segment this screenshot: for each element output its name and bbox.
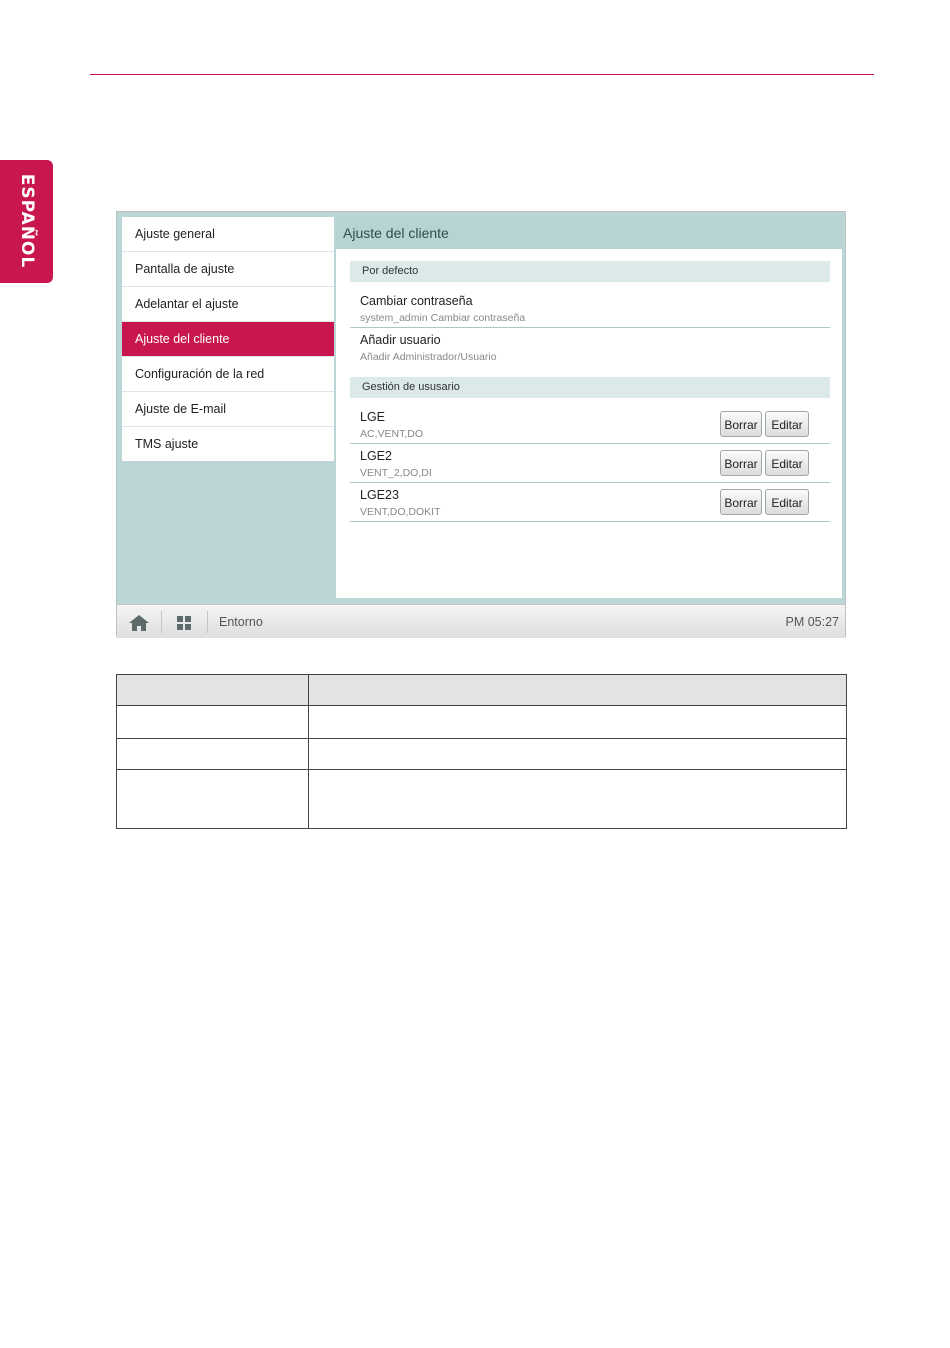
breadcrumb[interactable]: Entorno <box>219 615 263 629</box>
row-title: Añadir usuario <box>360 333 441 347</box>
divider <box>207 611 208 633</box>
edit-button[interactable]: Editar <box>765 489 809 515</box>
edit-button[interactable]: Editar <box>765 411 809 437</box>
user-name: LGE <box>360 410 386 424</box>
main-panel <box>336 217 842 598</box>
sidebar-item-ajuste-general[interactable]: Ajuste general <box>122 217 334 252</box>
table-header-cell <box>309 675 847 706</box>
edit-button[interactable]: Editar <box>765 450 809 476</box>
bottom-bar <box>117 604 845 638</box>
section-header-default: Por defecto <box>350 261 830 282</box>
sidebar-item-adelantar-el-ajuste[interactable]: Adelantar el ajuste <box>122 287 334 322</box>
divider <box>161 611 162 633</box>
delete-button[interactable]: Borrar <box>720 450 762 476</box>
table-header-cell <box>117 675 309 706</box>
menu-grid-icon[interactable] <box>177 616 191 630</box>
sidebar-item-configuracion-de-la-red[interactable]: Configuración de la red <box>122 357 334 392</box>
table-cell <box>117 770 309 829</box>
section-header-user-management: Gestión de ususario <box>350 377 830 398</box>
table-cell <box>309 770 847 829</box>
sidebar-item-pantalla-de-ajuste[interactable]: Pantalla de ajuste <box>122 252 334 287</box>
user-row-lge2[interactable] <box>350 444 830 483</box>
table-cell <box>117 739 309 770</box>
user-permissions: AC,VENT,DO <box>360 428 424 440</box>
table-header-row <box>117 675 847 706</box>
row-subtitle: system_admin Cambiar contraseña <box>360 312 526 324</box>
user-permissions: VENT,DO,DOKIT <box>360 506 441 518</box>
language-tab-label: ESPAÑOL <box>17 173 37 269</box>
settings-sidebar <box>122 217 334 461</box>
table-row <box>117 739 847 770</box>
add-user-row[interactable] <box>350 328 830 367</box>
delete-button[interactable]: Borrar <box>720 489 762 515</box>
clock: PM 05:27 <box>785 615 839 629</box>
sidebar-item-ajuste-del-cliente[interactable]: Ajuste del cliente <box>122 322 334 357</box>
sidebar-item-ajuste-de-email[interactable]: Ajuste de E-mail <box>122 392 334 427</box>
language-tab <box>0 160 53 283</box>
table-cell <box>309 739 847 770</box>
table-row <box>117 706 847 739</box>
user-row-lge23[interactable] <box>350 483 830 522</box>
page-title: Ajuste del cliente <box>336 217 842 249</box>
top-rule <box>90 74 874 75</box>
table-cell <box>309 706 847 739</box>
delete-button[interactable]: Borrar <box>720 411 762 437</box>
table-cell <box>117 706 309 739</box>
description-table <box>116 674 847 829</box>
row-subtitle: Añadir Administrador/Usuario <box>360 351 497 363</box>
row-title: Cambiar contraseña <box>360 294 473 308</box>
table-row <box>117 770 847 829</box>
device-screen <box>116 211 846 637</box>
user-name: LGE23 <box>360 488 399 502</box>
user-permissions: VENT_2,DO,DI <box>360 467 432 479</box>
user-name: LGE2 <box>360 449 392 463</box>
home-icon[interactable] <box>129 615 149 631</box>
change-password-row[interactable] <box>350 289 830 328</box>
sidebar-item-tms-ajuste[interactable]: TMS ajuste <box>135 437 199 451</box>
user-row-lge[interactable] <box>350 405 830 444</box>
